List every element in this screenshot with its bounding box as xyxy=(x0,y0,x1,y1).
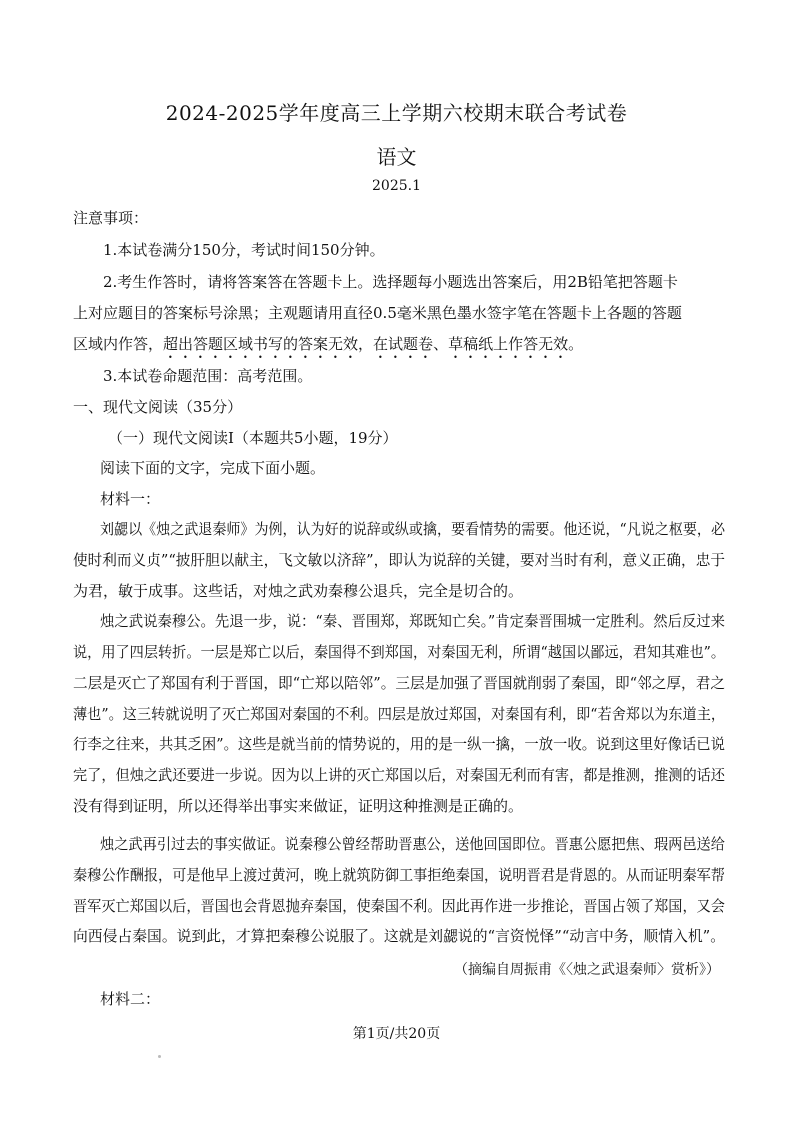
paragraph-1-line-3: 为君，敏于成事。这些话，对烛之武劝秦穆公退兵，完全是切合的。 xyxy=(73,582,524,600)
notice-item-2-line-2: 上对应题目的答案标号涂黑；主观题请用直径0.5毫米黑色墨水签字笔在答题卡上各题的答题 xyxy=(73,304,682,322)
paragraph-3-line-1: 烛之武再引过去的事实做证。说秦穆公曾经帮助晋惠公，送他回国即位。晋惠公愿把焦、瑕两邑送给 xyxy=(100,835,725,853)
emphasis-text: 草稿纸上作答无效 xyxy=(448,335,569,353)
paragraph-2-line-2: 说，用了四层转折。一层是郑亡以后，秦国得不到郑国，对秦国无利，所谓“越国以鄙远，君知其难也”。 xyxy=(73,643,726,661)
sub-section-heading: （一）现代文阅读Ⅰ（本题共5小题，19分） xyxy=(108,429,398,447)
page-footer: 第1页/共20页 xyxy=(352,1026,441,1042)
paragraph-2-line-6: 完了，但烛之武还要进一步说。因为以上讲的灭亡郑国以后，对秦国无利而有害，都是推测，推测的话还 xyxy=(73,766,725,784)
paragraph-3-line-4: 向西侵占秦国。说到此，才算把秦穆公说服了。这就是刘勰说的“言资悦怿”“动言中务，顺情入机”。 xyxy=(73,927,726,945)
paragraph-2-line-3: 二层是灭亡了郑国有利于晋国，即“亡郑以陪邻”。三层是加强了晋国就削弱了秦国，即“邻之厚，君之 xyxy=(73,674,725,692)
notice-item-2-line-1: 2.考生作答时，请将答案答在答题卡上。选择题每小题选出答案后，用2B铅笔把答题卡 xyxy=(103,273,678,291)
notice-text: ， xyxy=(358,335,374,353)
notice-text: 区域内作答， xyxy=(73,335,164,353)
notice-item-2-line-3 xyxy=(73,334,583,362)
scan-dot xyxy=(158,1055,161,1058)
paragraph-1-line-2: 使时利而义贞”“披肝胆以献主，飞文敏以济辞”，即认为说辞的关键，要对当时有利，意义正确，忠于 xyxy=(73,551,725,569)
material-2-label: 材料二： xyxy=(100,990,161,1008)
instruction: 阅读下面的文字，完成下面小题。 xyxy=(100,459,326,477)
paragraph-2-line-5: 行李之往来，共其乏困”。这些是就当前的情势说的，用的是一纵一擒，一放一收。说到这里好像话已说 xyxy=(73,735,725,753)
exam-subject: 语文 xyxy=(376,145,417,169)
notice-item-1: 1.本试卷满分150分，考试时间150分钟。 xyxy=(103,241,385,259)
emphasis-text: 在试题卷 xyxy=(373,335,434,353)
notice-heading: 注意事项： xyxy=(73,209,149,227)
paragraph-2-line-7: 没有得到证明，所以还得举出事实来做证，证明这种推测是正确的。 xyxy=(73,797,524,815)
source-citation: （摘编自周振甫《〈烛之武退秦师〉赏析》） xyxy=(454,962,720,978)
paragraph-2-line-4: 薄也”。这三转就说明了灭亡郑国对秦国的不利。四层是放过郑国，对秦国有利，即“若舍郑以为东道主， xyxy=(73,705,726,723)
exam-date: 2025.1 xyxy=(372,178,421,194)
paragraph-3-line-3: 晋军灭亡郑国以后，晋国也会背恩抛弃秦国，使秦国不利。因此再作进一步推论，晋国占领了郑国，又会 xyxy=(73,897,725,915)
paragraph-3-line-2: 秦穆公作酬报，可是他早上渡过黄河，晚上就筑防御工事拒绝秦国，说明晋君是背恩的。从而证明秦军帮 xyxy=(73,866,725,884)
exam-title: 2024-2025学年度高三上学期六校期末联合考试卷 xyxy=(165,101,628,125)
section-heading: 一、现代文阅读（35分） xyxy=(73,398,243,416)
emphasis-text: 超出答题区域书写的答案无效 xyxy=(163,335,359,353)
material-1-label: 材料一： xyxy=(100,490,161,508)
paragraph-1-line-1: 刘勰以《烛之武退秦师》为例，认为好的说辞或纵或擒，要看情势的需要。他还说，“凡说之枢要，必 xyxy=(100,520,726,538)
notice-text: 、 xyxy=(433,335,449,353)
notice-text: 。 xyxy=(568,335,584,353)
notice-item-3: 3.本试卷命题范围：高考范围。 xyxy=(103,367,313,385)
paragraph-2-line-1: 烛之武说秦穆公。先退一步，说：“秦、晋围郑，郑既知亡矣。”肯定秦晋围城一定胜利。然后反过来 xyxy=(100,612,726,630)
